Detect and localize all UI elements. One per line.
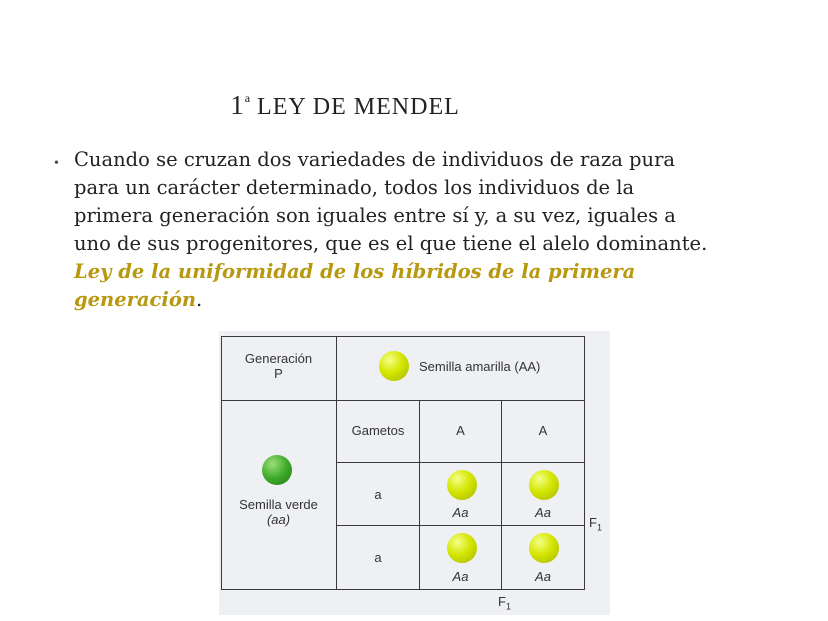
generation-p: P [274,366,283,381]
f1-letter: F [589,515,597,530]
green-pea-icon [262,455,292,485]
green-seed-genotype: (aa) [266,512,291,527]
gametes-label: Gametos [351,423,405,438]
generation-p-label [221,351,336,381]
yellow-pea-icon [447,470,477,500]
yellow-pea-icon [379,351,409,381]
offspring-genotype: Aa [452,505,469,520]
paragraph-text: Cuando se cruzan dos variedades de individuos de raza pura para un carácter determinado, todos los individuos de la primera generación son iguales entre sí y, a su vez, iguales a uno de sus progenitores, que es el que tiene el alelo dominante. [74,148,708,255]
title-superscript: a [244,91,252,105]
offspring-genotype: Aa [535,505,551,520]
f1-bottom-label [498,594,511,612]
generation-label: Generación [244,351,313,366]
paragraph-period: . [196,288,203,311]
yellow-seed-label: Semilla amarilla (AA) [419,359,541,374]
yellow-pea-icon [529,533,559,563]
title-number: 1 [230,90,245,120]
law-name-highlight: Ley de la uniformidad de los híbridos de la primera generación [74,260,636,311]
offspring-genotype: Aa [452,569,469,584]
green-seed-label [221,497,336,527]
green-seed-name: Semilla verde [239,497,318,512]
gamete-A-2: A [538,423,548,438]
gamete-a-2: a [374,550,382,565]
f1-subscript: 1 [505,601,511,612]
offspring-genotype: Aa [535,569,551,584]
bullet-point: • [54,156,59,171]
body-paragraph [74,146,714,314]
f1-letter: F [498,594,506,609]
gamete-A-1: A [456,423,465,438]
f1-side-label [589,515,602,533]
f1-subscript: 1 [596,522,602,533]
gamete-a-1: a [374,487,382,502]
yellow-pea-icon [529,470,559,500]
title-text: LEY DE MENDEL [257,94,460,120]
slide-title [0,90,690,121]
punnett-square-figure [219,331,610,615]
yellow-pea-icon [447,533,477,563]
